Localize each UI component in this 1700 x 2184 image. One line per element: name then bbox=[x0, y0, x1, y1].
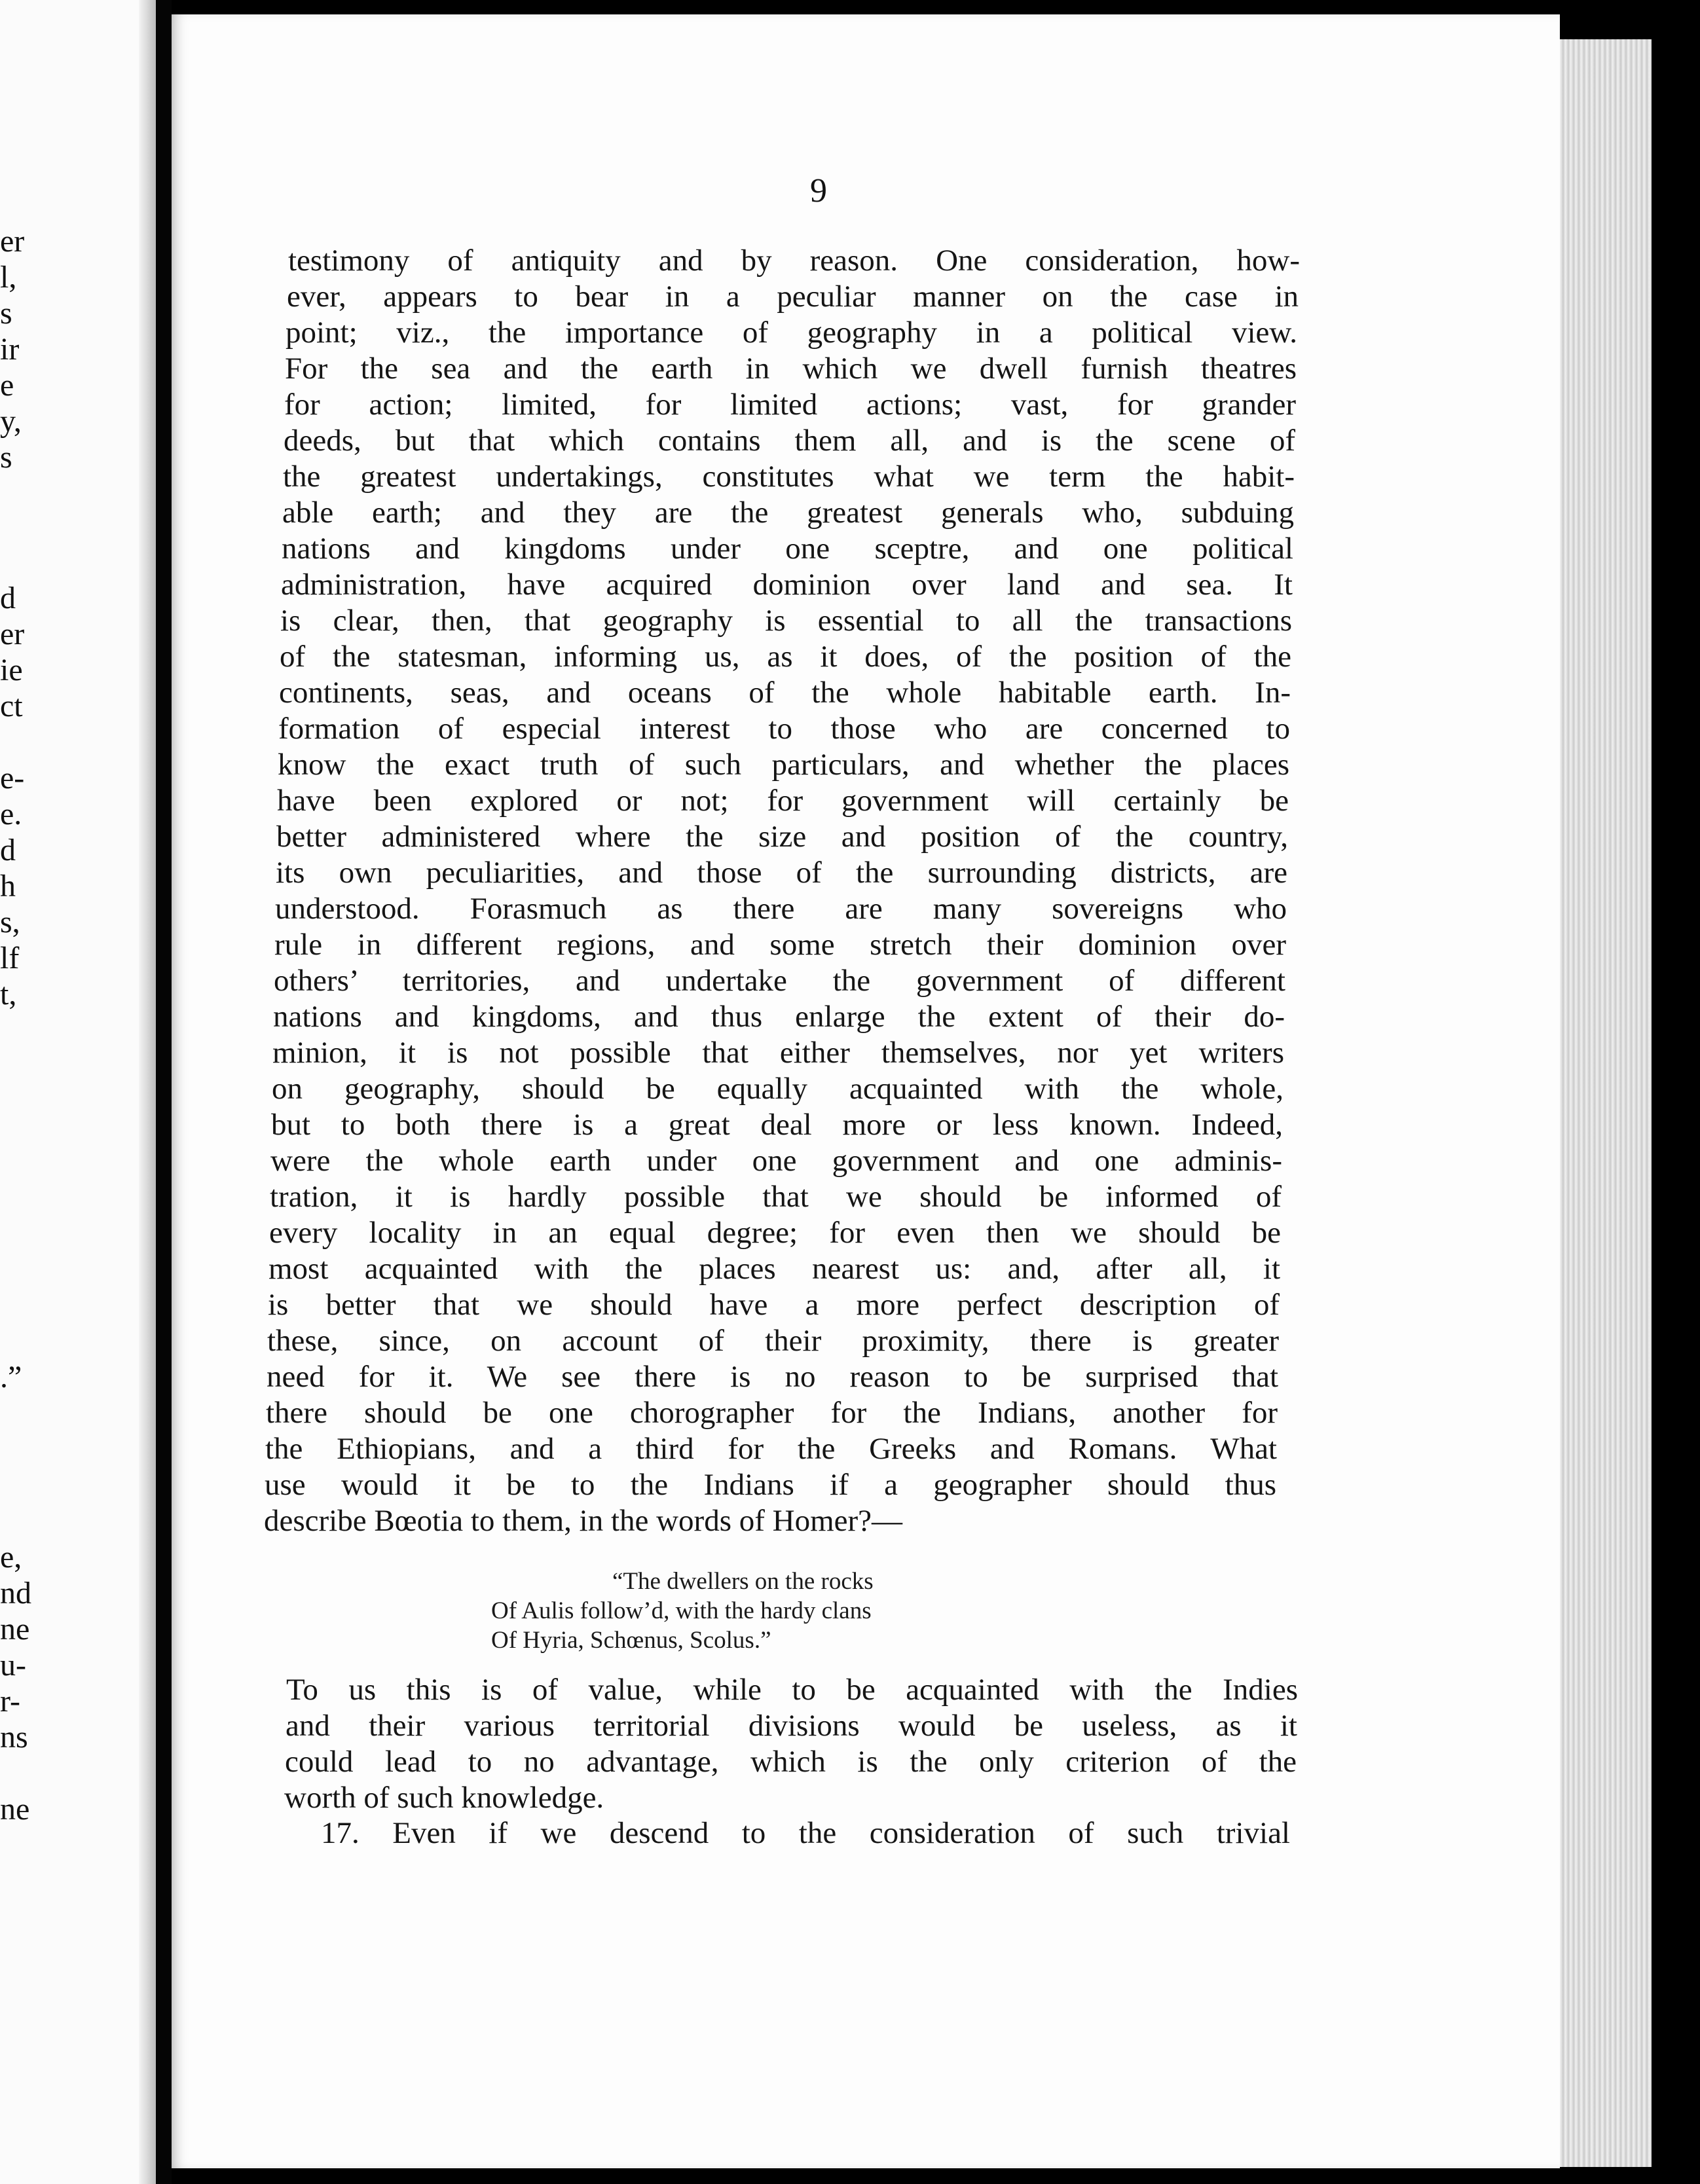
text-line: there should be one chorographer for the Indians, another for bbox=[266, 1396, 1278, 1430]
text-line: others’ territories, and undertake the government of different bbox=[274, 964, 1285, 998]
text-line: for action; limited, for limited actions; vast, for grander bbox=[284, 388, 1296, 422]
left-fragment: s bbox=[0, 296, 12, 331]
background-edge bbox=[1652, 39, 1700, 2184]
text-line: For the sea and the earth in which we dwell furnish theatres bbox=[285, 352, 1297, 386]
left-fragment: e- bbox=[0, 761, 25, 795]
text-line: continents, seas, and oceans of the whole habitable earth. In- bbox=[279, 676, 1291, 710]
text-line: these, since, on account of their proximity, there is greater bbox=[267, 1324, 1279, 1358]
verse-line: Of Aulis follow’d, with the hardy clans bbox=[491, 1597, 872, 1624]
left-fragment: s, bbox=[0, 905, 20, 939]
text-line: were the whole earth under one government and one adminis- bbox=[270, 1144, 1282, 1178]
left-fragment: u- bbox=[0, 1648, 26, 1683]
text-line: ever, appears to bear in a peculiar manner on the case in bbox=[287, 280, 1299, 314]
text-line: worth of such knowledge. bbox=[284, 1781, 604, 1815]
left-fragment: er bbox=[0, 617, 25, 651]
text-line: understood. Forasmuch as there are many sovereigns who bbox=[275, 892, 1287, 926]
text-line: tration, it is hardly possible that we should be informed of bbox=[270, 1180, 1282, 1214]
text-line: nations and kingdoms under one sceptre, and one political bbox=[282, 532, 1293, 566]
text-line: testimony of antiquity and by reason. One consideration, how- bbox=[288, 244, 1300, 278]
text-line: its own peculiarities, and those of the surrounding districts, are bbox=[276, 856, 1287, 890]
left-fragment: ie bbox=[0, 653, 23, 687]
text-line: the greatest undertakings, constitutes what we term the habit- bbox=[283, 460, 1295, 494]
text-line: know the exact truth of such particulars, and whether the places bbox=[278, 748, 1289, 782]
text-line: is clear, then, that geography is essential to all the transactions bbox=[280, 604, 1292, 638]
text-line: need for it. We see there is no reason to be surprised that bbox=[267, 1360, 1278, 1394]
text-line: rule in different regions, and some stretch their dominion over bbox=[274, 928, 1286, 962]
gutter-shadow bbox=[139, 0, 156, 2184]
left-fragment: ns bbox=[0, 1720, 28, 1755]
text-line: most acquainted with the places nearest us: and, after all, it bbox=[268, 1252, 1280, 1286]
left-fragment: ir bbox=[0, 332, 20, 367]
text-line: could lead to no advantage, which is the only criterion of the bbox=[285, 1745, 1297, 1779]
page-gap bbox=[156, 0, 172, 2184]
left-fragment: er bbox=[0, 224, 25, 259]
left-fragment: d bbox=[0, 581, 16, 615]
left-fragment: l, bbox=[0, 260, 17, 295]
left-fragment: lf bbox=[0, 941, 20, 975]
text-line: To us this is of value, while to be acquainted with the Indies bbox=[286, 1673, 1298, 1707]
text-line: 17. Even if we descend to the consideration of such trivial bbox=[321, 1816, 1290, 1850]
page-number: 9 bbox=[810, 172, 827, 209]
text-line: describe Bœotia to them, in the words of Homer?— bbox=[264, 1504, 903, 1538]
left-fragment: .” bbox=[0, 1360, 22, 1394]
left-fragment: nd bbox=[0, 1576, 31, 1611]
left-fragment: ct bbox=[0, 689, 23, 723]
text-line: nations and kingdoms, and thus enlarge the extent of their do- bbox=[273, 1000, 1285, 1034]
left-fragment: ne bbox=[0, 1612, 30, 1647]
section-17-start bbox=[321, 1818, 1290, 1857]
text-line: formation of especial interest to those who are concerned to bbox=[278, 712, 1290, 746]
text-line: have been explored or not; for government will certainly be bbox=[277, 784, 1289, 818]
text-line: every locality in an equal degree; for even then we should be bbox=[269, 1216, 1281, 1250]
left-fragment: d bbox=[0, 833, 16, 867]
left-fragment: t, bbox=[0, 977, 17, 1011]
main-paragraph bbox=[264, 244, 1300, 1581]
verse-line: Of Hyria, Schœnus, Scolus.” bbox=[491, 1627, 771, 1654]
text-line: of the statesman, informing us, as it does, of the position of the bbox=[280, 640, 1291, 674]
text-line: is better that we should have a more perfect description of bbox=[268, 1288, 1280, 1322]
left-fragment: s bbox=[0, 440, 12, 475]
left-fragment: r- bbox=[0, 1684, 21, 1719]
text-line: able earth; and they are the greatest generals who, subduing bbox=[282, 496, 1294, 530]
text-line: administration, have acquired dominion over land and sea. It bbox=[281, 568, 1293, 602]
verse-line: “The dwellers on the rocks bbox=[612, 1568, 874, 1595]
left-fragment: e, bbox=[0, 1540, 22, 1574]
text-line: minion, it is not possible that either themselves, nor yet writers bbox=[272, 1036, 1284, 1070]
facing-page-fragment bbox=[0, 0, 156, 2184]
left-fragment: ne bbox=[0, 1792, 30, 1827]
left-fragment: e. bbox=[0, 797, 22, 831]
text-line: and their various territorial divisions would be useless, as it bbox=[286, 1709, 1297, 1743]
text-line: better administered where the size and position of the country, bbox=[276, 820, 1288, 854]
left-fragment: y, bbox=[0, 404, 22, 439]
text-line: on geography, should be equally acquainted with the whole, bbox=[272, 1072, 1284, 1106]
page-stack-edge bbox=[1560, 39, 1652, 2167]
text-line: the Ethiopians, and a third for the Greeks and Romans. What bbox=[265, 1432, 1277, 1466]
continuation-paragraph bbox=[284, 1673, 1300, 1832]
text-line: point; viz., the importance of geography in a political view. bbox=[286, 316, 1297, 350]
text-line: use would it be to the Indians if a geographer should thus bbox=[265, 1468, 1276, 1502]
left-fragment: h bbox=[0, 869, 16, 903]
left-fragment: e bbox=[0, 368, 14, 403]
text-line: deeds, but that which contains them all, and is the scene of bbox=[284, 424, 1295, 458]
text-line: but to both there is a great deal more or less known. Indeed, bbox=[271, 1108, 1283, 1142]
